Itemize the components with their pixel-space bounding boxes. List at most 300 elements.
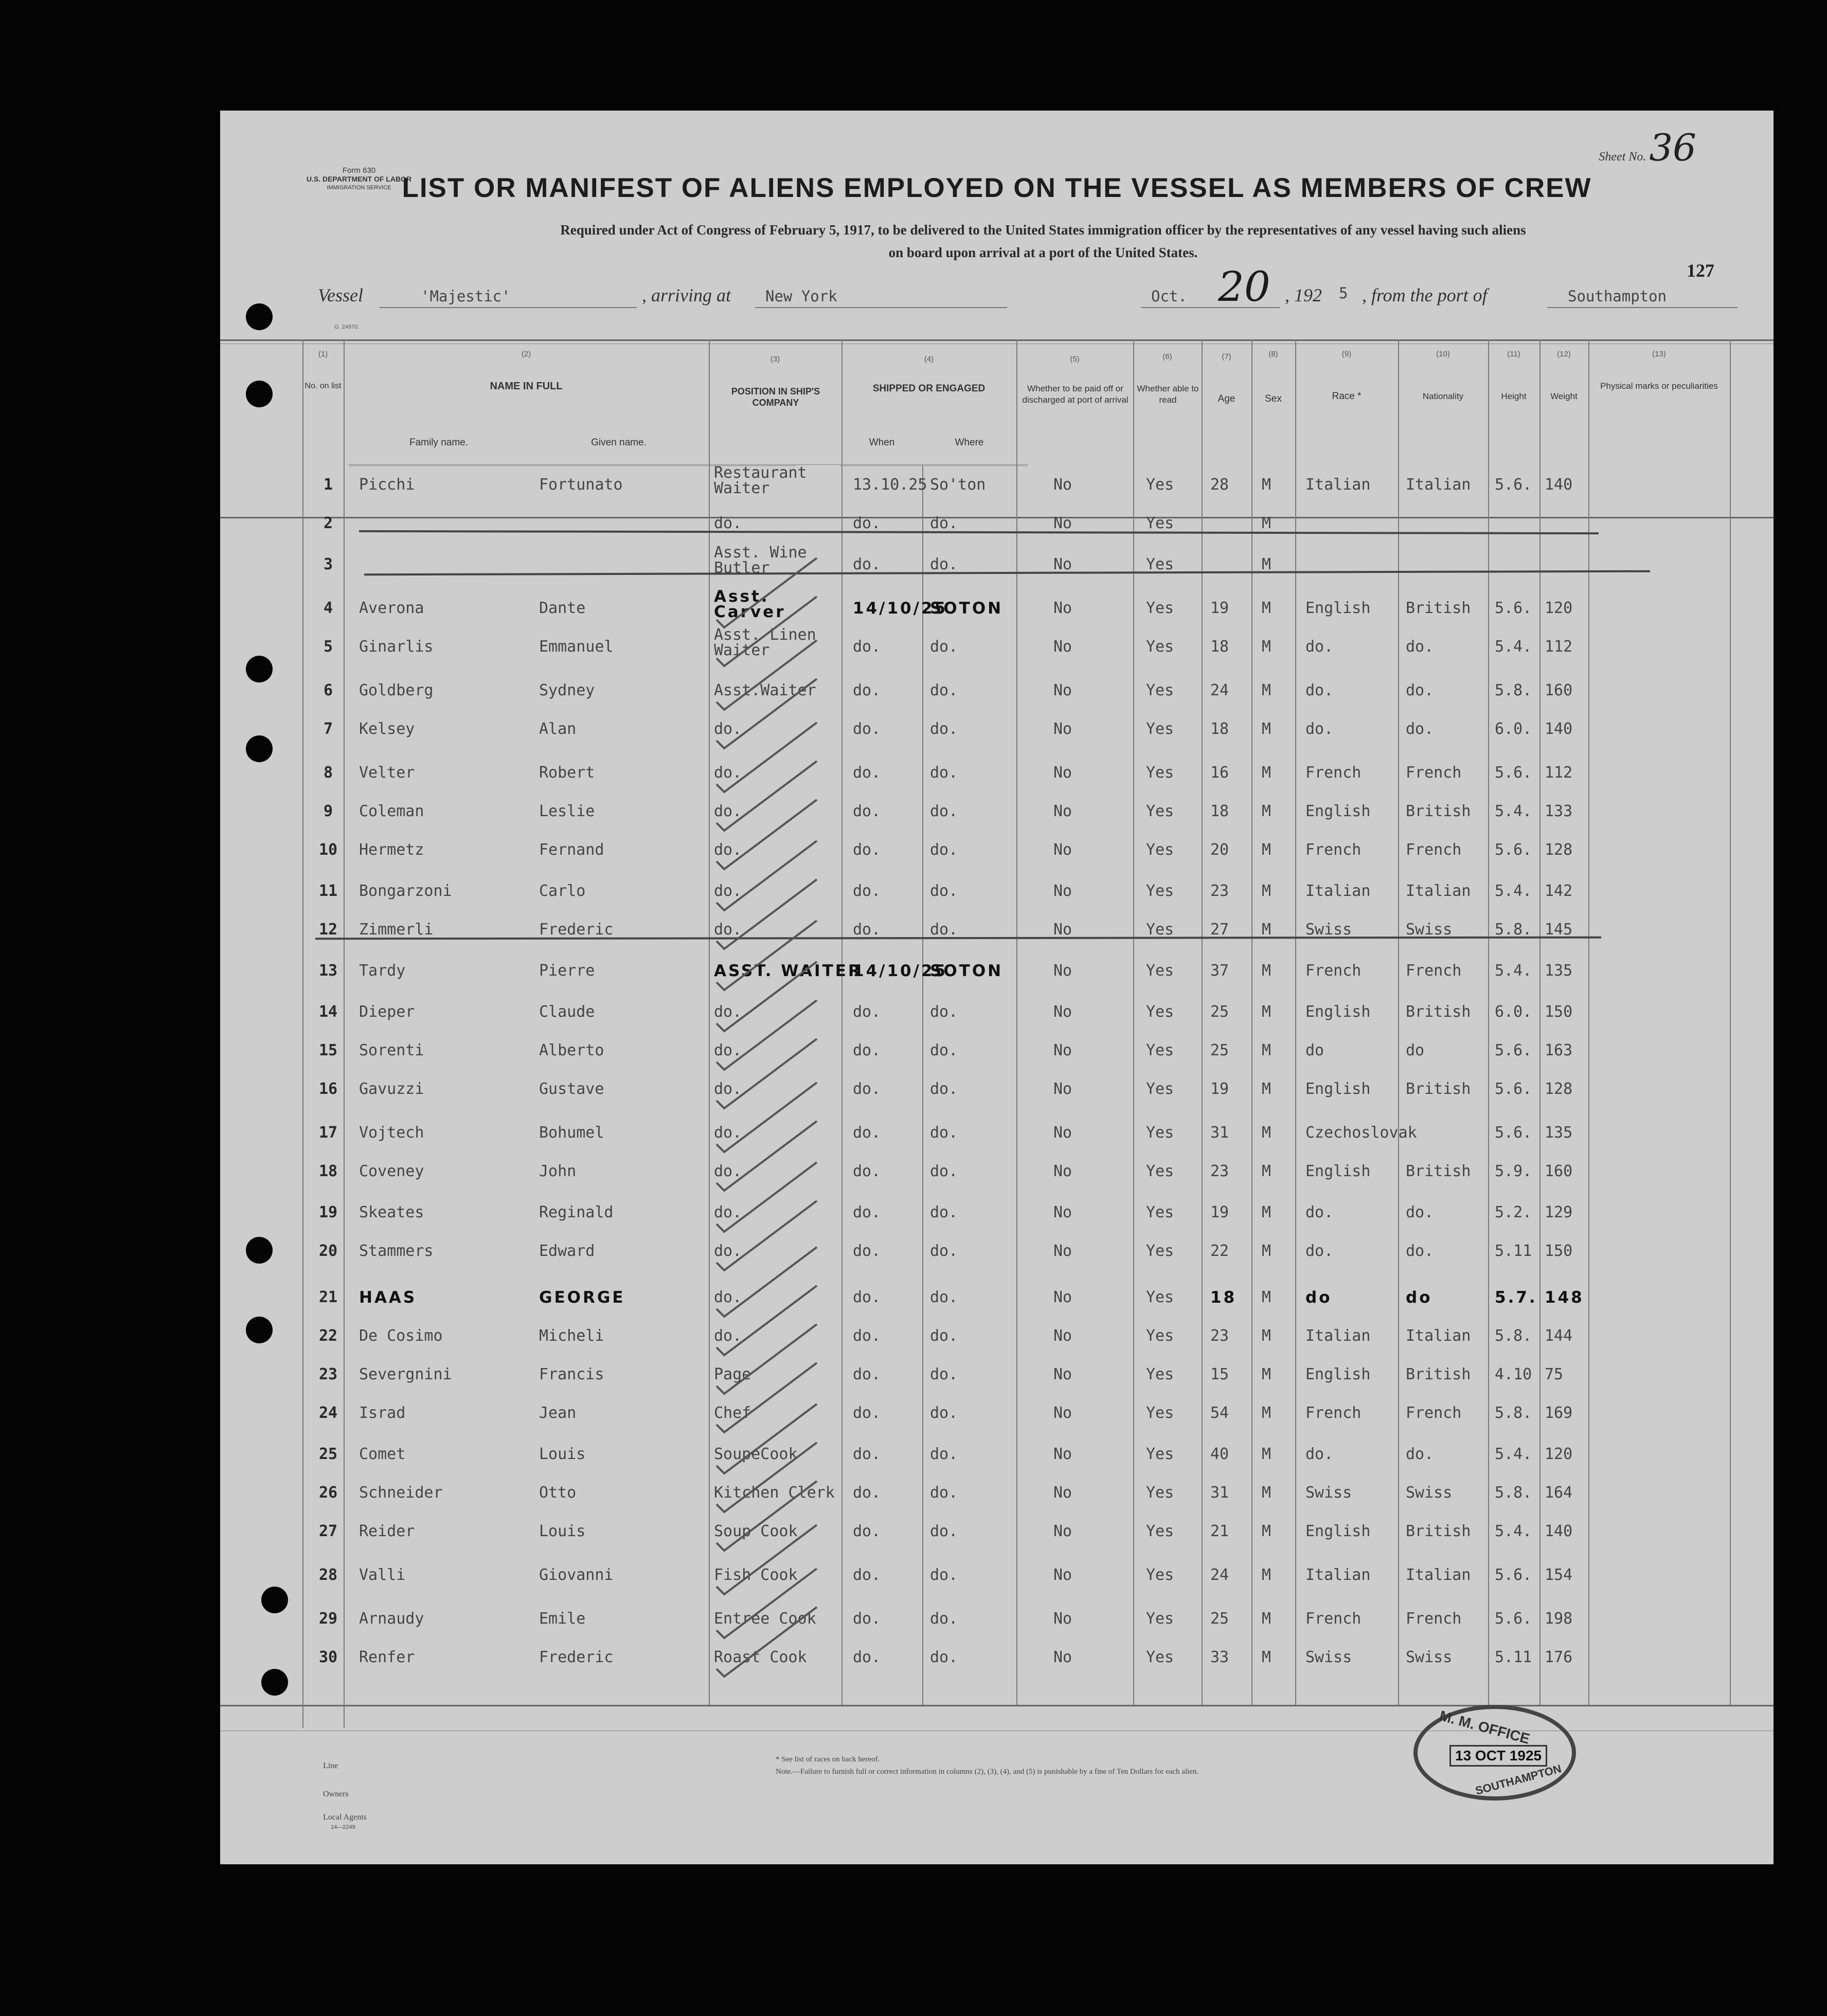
footer-agents: Local Agents — [323, 1813, 367, 1822]
cell-read: Yes — [1146, 720, 1174, 738]
underline — [755, 307, 1007, 308]
cell-position: do. — [714, 1327, 742, 1345]
cell-sex: M — [1262, 841, 1271, 859]
cell-height: 5.6. — [1495, 841, 1532, 859]
cell-age: 19 — [1210, 1203, 1229, 1221]
cell-read: Yes — [1146, 841, 1174, 859]
sheet-value: 36 — [1649, 126, 1696, 169]
row-12-strike — [315, 937, 1601, 940]
cell-read: Yes — [1146, 638, 1174, 656]
cell-weight: 176 — [1545, 1648, 1573, 1666]
check-mark — [717, 1324, 817, 1394]
cell-when: do. — [853, 555, 881, 573]
cell-family: Stammers — [359, 1242, 434, 1260]
cell-given: John — [539, 1162, 577, 1180]
cell-weight: 160 — [1545, 681, 1573, 699]
cell-race: English — [1305, 1080, 1371, 1098]
cell-where: do. — [930, 1288, 958, 1306]
cell-nationality: British — [1406, 1365, 1471, 1383]
cell-race: French — [1305, 841, 1362, 859]
cell-height: 5.9. — [1495, 1162, 1532, 1180]
cell-read: Yes — [1146, 921, 1174, 939]
cell-weight: 133 — [1545, 802, 1573, 820]
cell-position: ASST. WAITER — [714, 962, 863, 980]
cell-where: do. — [930, 764, 958, 782]
cell-given: Emmanuel — [539, 638, 614, 656]
cell-no: 1 — [323, 476, 333, 494]
cell-family: Ginarlis — [359, 638, 434, 656]
footer-agents-code: 14—2249 — [331, 1824, 355, 1830]
cell-where: do. — [930, 1522, 958, 1540]
cell-given: Edward — [539, 1242, 595, 1260]
cell-sex: M — [1262, 1288, 1271, 1306]
cell-weight: 142 — [1545, 882, 1573, 900]
col-line — [1016, 339, 1017, 1705]
cell-weight: 129 — [1545, 1203, 1573, 1221]
col-num: (10) — [1436, 350, 1450, 358]
cell-where: do. — [930, 1041, 958, 1059]
col-line — [344, 339, 345, 1728]
cell-given: Micheli — [539, 1327, 604, 1345]
col-line — [1588, 339, 1589, 1705]
cell-age: 27 — [1210, 921, 1229, 939]
service: IMMIGRATION SERVICE — [327, 185, 391, 191]
cell-race: do. — [1305, 1203, 1334, 1221]
cell-when: do. — [853, 1162, 881, 1180]
cell-nationality: British — [1406, 599, 1471, 617]
cell-where: do. — [930, 841, 958, 859]
cell-nationality: Swiss — [1406, 1484, 1453, 1502]
cell-age: 28 — [1210, 476, 1229, 494]
cell-paid: No — [1053, 1162, 1072, 1180]
check-mark — [717, 921, 817, 990]
punch-hole — [246, 1317, 273, 1343]
cell-race: do. — [1305, 720, 1334, 738]
underline — [1547, 307, 1738, 308]
cell-when: do. — [853, 802, 881, 820]
cell-read: Yes — [1146, 1124, 1174, 1142]
cell-height: 6.0. — [1495, 720, 1532, 738]
cell-age: 18 — [1210, 638, 1229, 656]
cell-where: do. — [930, 1484, 958, 1502]
cell-height: 5.8. — [1495, 681, 1532, 699]
cell-paid: No — [1053, 681, 1072, 699]
cell-nationality: British — [1406, 1003, 1471, 1021]
cell-where: do. — [930, 1242, 958, 1260]
cell-family: Renfer — [359, 1648, 415, 1666]
cell-height: 5.4. — [1495, 638, 1532, 656]
cell-when: do. — [853, 1041, 881, 1059]
cell-read: Yes — [1146, 555, 1174, 573]
cell-where: do. — [930, 1203, 958, 1221]
cell-no: 19 — [318, 1203, 338, 1221]
cell-when: do. — [853, 1566, 881, 1584]
from-label: , from the port of — [1362, 285, 1488, 305]
punch-hole — [261, 1587, 288, 1613]
cell-given: Fortunato — [539, 476, 623, 494]
cell-height: 5.4. — [1495, 1522, 1532, 1540]
cell-where: SOTON — [930, 599, 1004, 618]
cell-paid: No — [1053, 1610, 1072, 1628]
cell-when: do. — [853, 1124, 881, 1142]
cell-sex: M — [1262, 1242, 1271, 1260]
cell-nationality: French — [1406, 841, 1462, 859]
cell-nationality: British — [1406, 1162, 1471, 1180]
cell-read: Yes — [1146, 802, 1174, 820]
cell-sex: M — [1262, 1365, 1271, 1383]
cell-age: 24 — [1210, 681, 1229, 699]
cell-no: 6 — [323, 681, 333, 699]
punch-hole — [246, 656, 273, 682]
cell-race: French — [1305, 962, 1362, 980]
col-num: (12) — [1557, 350, 1571, 358]
cell-family: Coleman — [359, 802, 424, 820]
cell-read: Yes — [1146, 1327, 1174, 1345]
col-num: (13) — [1652, 350, 1666, 358]
row-2-strike — [359, 530, 1599, 534]
cell-family: Kelsey — [359, 720, 415, 738]
cell-height: 5.4. — [1495, 882, 1532, 900]
cell-weight: 150 — [1545, 1242, 1573, 1260]
cell-age: 31 — [1210, 1124, 1229, 1142]
header-age: Age — [1217, 393, 1235, 404]
cell-no: 16 — [318, 1080, 338, 1098]
cell-no: 12 — [318, 921, 338, 939]
cell-nationality: French — [1406, 764, 1462, 782]
cell-race: English — [1305, 1162, 1371, 1180]
check-mark — [717, 1247, 817, 1317]
cell-family: Arnaudy — [359, 1610, 424, 1628]
cell-paid: No — [1053, 1041, 1072, 1059]
cell-when: do. — [853, 1648, 881, 1666]
cell-where: do. — [930, 1648, 958, 1666]
cell-paid: No — [1053, 638, 1072, 656]
cell-read: Yes — [1146, 1080, 1174, 1098]
cell-when: do. — [853, 720, 881, 738]
cell-nationality: Swiss — [1406, 1648, 1453, 1666]
cell-height: 5.6. — [1495, 764, 1532, 782]
cell-sex: M — [1262, 720, 1271, 738]
cell-when: do. — [853, 1003, 881, 1021]
punch-hole — [246, 1237, 273, 1264]
cell-nationality: Italian — [1406, 476, 1471, 494]
cell-no: 8 — [323, 764, 333, 782]
cell-given: Pierre — [539, 962, 595, 980]
cell-where: do. — [930, 1445, 958, 1463]
cell-sex: M — [1262, 638, 1271, 656]
punch-hole — [246, 303, 273, 330]
header-sex: Sex — [1265, 393, 1282, 404]
cell-when: do. — [853, 921, 881, 939]
cell-race: English — [1305, 1003, 1371, 1021]
cell-sex: M — [1262, 1041, 1271, 1059]
check-mark — [717, 1443, 817, 1512]
cell-family: Schneider — [359, 1484, 443, 1502]
header-read: Whether able to read — [1137, 384, 1199, 405]
cell-read: Yes — [1146, 1003, 1174, 1021]
col-num: (7) — [1222, 352, 1231, 361]
cell-sex: M — [1262, 802, 1271, 820]
col-line — [922, 465, 923, 1705]
when-where-rule — [843, 464, 1028, 465]
cell-nationality: do. — [1406, 638, 1434, 656]
check-mark — [717, 1404, 817, 1473]
header-no: No. on list — [304, 382, 342, 390]
cell-read: Yes — [1146, 1566, 1174, 1584]
vessel-name: 'Majestic' — [421, 287, 511, 305]
cell-position: Asst. Carver — [714, 587, 786, 621]
col-line — [1730, 339, 1731, 1705]
arrival-month: Oct. — [1151, 287, 1187, 305]
cell-where: SOTON — [930, 962, 1004, 980]
cell-age: 25 — [1210, 1041, 1229, 1059]
cell-paid: No — [1053, 599, 1072, 617]
arriving-label: , arriving at — [642, 285, 731, 305]
cell-paid: No — [1053, 1242, 1072, 1260]
cell-read: Yes — [1146, 599, 1174, 617]
col-line — [1251, 339, 1252, 1705]
cell-paid: No — [1053, 1003, 1072, 1021]
cell-paid: No — [1053, 1327, 1072, 1345]
header-paid: Whether to be paid off or discharged at port of arrival — [1022, 384, 1129, 405]
cell-where: do. — [930, 514, 958, 532]
footer-note-penalty: Note.—Failure to furnish full or correct information in columns (2), (3), (4), and (5) is punishable by a fine of Ten Dollars for each alien. — [776, 1768, 1199, 1776]
cell-when: do. — [853, 1288, 881, 1306]
cell-when: do. — [853, 1365, 881, 1383]
header-weight: Weight — [1550, 391, 1578, 401]
cell-where: do. — [930, 681, 958, 699]
cell-age: 18 — [1210, 720, 1229, 738]
page-title: LIST OR MANIFEST OF ALIENS EMPLOYED ON THE VESSEL AS MEMBERS OF CREW — [402, 173, 1592, 203]
cell-age: 54 — [1210, 1404, 1229, 1422]
cell-race: French — [1305, 1404, 1362, 1422]
header-given: Given name. — [591, 437, 647, 448]
office-stamp — [1413, 1705, 1576, 1801]
cell-where: do. — [930, 1080, 958, 1098]
cell-position: do. — [714, 1003, 742, 1021]
table-bottom-rule — [220, 1705, 1774, 1706]
cell-position: Roast Cook — [714, 1648, 807, 1666]
cell-height: 5.4. — [1495, 1445, 1532, 1463]
cell-age: 22 — [1210, 1242, 1229, 1260]
header-race: Race * — [1332, 391, 1362, 402]
cell-no: 2 — [323, 514, 333, 532]
col-line — [1295, 339, 1296, 1705]
cell-race: Italian — [1305, 1566, 1371, 1584]
cell-sex: M — [1262, 921, 1271, 939]
cell-read: Yes — [1146, 1203, 1174, 1221]
cell-given: Fernand — [539, 841, 604, 859]
year-suffix: 5 — [1339, 284, 1348, 302]
cell-paid: No — [1053, 720, 1072, 738]
cell-height: 5.6. — [1495, 1124, 1532, 1142]
cell-weight: 160 — [1545, 1162, 1573, 1180]
cell-nationality: do. — [1406, 1445, 1434, 1463]
cell-when: do. — [853, 1327, 881, 1345]
cell-no: 30 — [318, 1648, 338, 1666]
cell-given: Giovanni — [539, 1566, 614, 1584]
cell-weight: 135 — [1545, 1124, 1573, 1142]
cell-given: Louis — [539, 1445, 586, 1463]
check-mark — [717, 558, 817, 627]
cell-height: 4.10 — [1495, 1365, 1532, 1383]
col-line — [1488, 339, 1489, 1705]
cell-weight: 135 — [1545, 962, 1573, 980]
cell-nationality: do. — [1406, 1203, 1434, 1221]
check-mark — [717, 1363, 817, 1432]
stamp-top: M. M. OFFICE — [1438, 1707, 1532, 1747]
cell-position: do. — [714, 764, 742, 782]
cell-paid: No — [1053, 841, 1072, 859]
cell-nationality: Italian — [1406, 1327, 1471, 1345]
col-num: (4) — [924, 355, 934, 364]
cell-where: do. — [930, 1003, 958, 1021]
cell-weight: 150 — [1545, 1003, 1573, 1021]
footer-line: Line — [323, 1761, 338, 1770]
cell-where: do. — [930, 720, 958, 738]
col-num: (2) — [521, 350, 531, 358]
cell-when: do. — [853, 841, 881, 859]
cell-height: 5.11 — [1495, 1648, 1532, 1666]
cell-sex: M — [1262, 1080, 1271, 1098]
cell-sex: M — [1262, 599, 1271, 617]
cell-race: Swiss — [1305, 921, 1352, 939]
punch-hole — [261, 1669, 288, 1696]
cell-when: do. — [853, 1522, 881, 1540]
cell-position: do. — [714, 1124, 742, 1142]
cell-height: 5.6. — [1495, 1610, 1532, 1628]
cell-height: 5.6. — [1495, 1041, 1532, 1059]
cell-weight: 140 — [1545, 476, 1573, 494]
cell-weight: 112 — [1545, 638, 1573, 656]
cell-read: Yes — [1146, 476, 1174, 494]
shipped-subheader-rule — [840, 465, 1028, 466]
punch-hole — [246, 735, 273, 762]
cell-weight: 112 — [1545, 764, 1573, 782]
col-num: (11) — [1507, 350, 1520, 358]
cell-sex: M — [1262, 764, 1271, 782]
cell-sex: M — [1262, 1484, 1271, 1502]
cell-position: do. — [714, 1162, 742, 1180]
cell-sex: M — [1262, 1162, 1271, 1180]
year-prefix: , 192 — [1285, 285, 1322, 305]
cell-no: 5 — [323, 638, 333, 656]
header-bottom-rule — [220, 517, 1774, 518]
cell-given: Alan — [539, 720, 577, 738]
cell-age: 31 — [1210, 1484, 1229, 1502]
cell-race: Italian — [1305, 476, 1371, 494]
header-top-rule — [220, 339, 1774, 341]
cell-where: do. — [930, 1404, 958, 1422]
cell-no: 29 — [318, 1610, 338, 1628]
cell-where: do. — [930, 921, 958, 939]
cell-given: Dante — [539, 599, 586, 617]
cell-family: Bongarzoni — [359, 882, 452, 900]
cell-paid: No — [1053, 1365, 1072, 1383]
check-mark — [717, 1525, 817, 1594]
cell-height: 5.2. — [1495, 1203, 1532, 1221]
cell-nationality: French — [1406, 962, 1462, 980]
cell-paid: No — [1053, 1648, 1072, 1666]
cell-where: So'ton — [930, 476, 986, 494]
cell-where: do. — [930, 882, 958, 900]
sheet-number — [1599, 126, 1696, 169]
check-mark — [717, 1162, 817, 1232]
cell-sex: M — [1262, 1445, 1271, 1463]
cell-read: Yes — [1146, 1365, 1174, 1383]
cell-given: Frederic — [539, 921, 614, 939]
cell-nationality: French — [1406, 1610, 1462, 1628]
page-subtitle — [354, 219, 1732, 264]
header-nationality: Nationality — [1422, 391, 1464, 401]
footer-owners: Owners — [323, 1790, 349, 1798]
cell-nationality: Italian — [1406, 1566, 1471, 1584]
cell-paid: No — [1053, 555, 1072, 573]
underline — [380, 307, 637, 308]
cell-height: 5.7. — [1495, 1288, 1537, 1307]
cell-paid: No — [1053, 802, 1072, 820]
cell-height: 6.0. — [1495, 1003, 1532, 1021]
cell-where: do. — [930, 1124, 958, 1142]
cell-nationality: do. — [1406, 1242, 1434, 1260]
cell-where: do. — [930, 1566, 958, 1584]
sheet-label: Sheet No. — [1599, 150, 1646, 164]
cell-no: 27 — [318, 1522, 338, 1540]
cell-given: Frederic — [539, 1648, 614, 1666]
cell-race: do. — [1305, 638, 1334, 656]
cell-position: Chef — [714, 1404, 751, 1422]
cell-family: Goldberg — [359, 681, 434, 699]
cell-read: Yes — [1146, 1445, 1174, 1463]
cell-race: French — [1305, 764, 1362, 782]
cell-race: do. — [1305, 681, 1334, 699]
cell-race: do. — [1305, 1445, 1334, 1463]
cell-where: do. — [930, 1162, 958, 1180]
cell-family: Vojtech — [359, 1124, 424, 1142]
manifest-sheet — [220, 111, 1774, 1864]
cell-no: 10 — [318, 841, 338, 859]
cell-where: do. — [930, 1365, 958, 1383]
header-marks: Physical marks or peculiarities — [1600, 381, 1718, 391]
cell-age: 25 — [1210, 1610, 1229, 1628]
cell-sex: M — [1262, 681, 1271, 699]
cell-no: 3 — [323, 555, 333, 573]
header-shipped: SHIPPED OR ENGAGED — [872, 383, 986, 394]
cell-given: Reginald — [539, 1203, 614, 1221]
check-mark — [717, 679, 817, 748]
cell-weight: 148 — [1545, 1288, 1584, 1307]
cell-weight: 164 — [1545, 1484, 1573, 1502]
cell-when: do. — [853, 681, 881, 699]
header-family: Family name. — [409, 437, 469, 448]
cell-when: do. — [853, 1610, 881, 1628]
cell-position: Entree Cook — [714, 1610, 816, 1628]
cell-no: 9 — [323, 802, 333, 820]
cell-paid: No — [1053, 764, 1072, 782]
g-code: G. 24970. — [334, 324, 360, 330]
cell-paid: No — [1053, 1080, 1072, 1098]
cell-family: Israd — [359, 1404, 406, 1422]
cell-read: Yes — [1146, 882, 1174, 900]
subtitle-line-1: Required under Act of Congress of February 5, 1917, to be delivered to the United States immigration officer by the representatives of any vessel having such aliens — [560, 222, 1526, 238]
cell-when: do. — [853, 1484, 881, 1502]
cell-read: Yes — [1146, 1648, 1174, 1666]
cell-height: 5.11 — [1495, 1242, 1532, 1260]
cell-family: Zimmerli — [359, 921, 434, 939]
cell-when: do. — [853, 882, 881, 900]
cell-when: do. — [853, 1445, 881, 1463]
cell-height: 5.8. — [1495, 1404, 1532, 1422]
